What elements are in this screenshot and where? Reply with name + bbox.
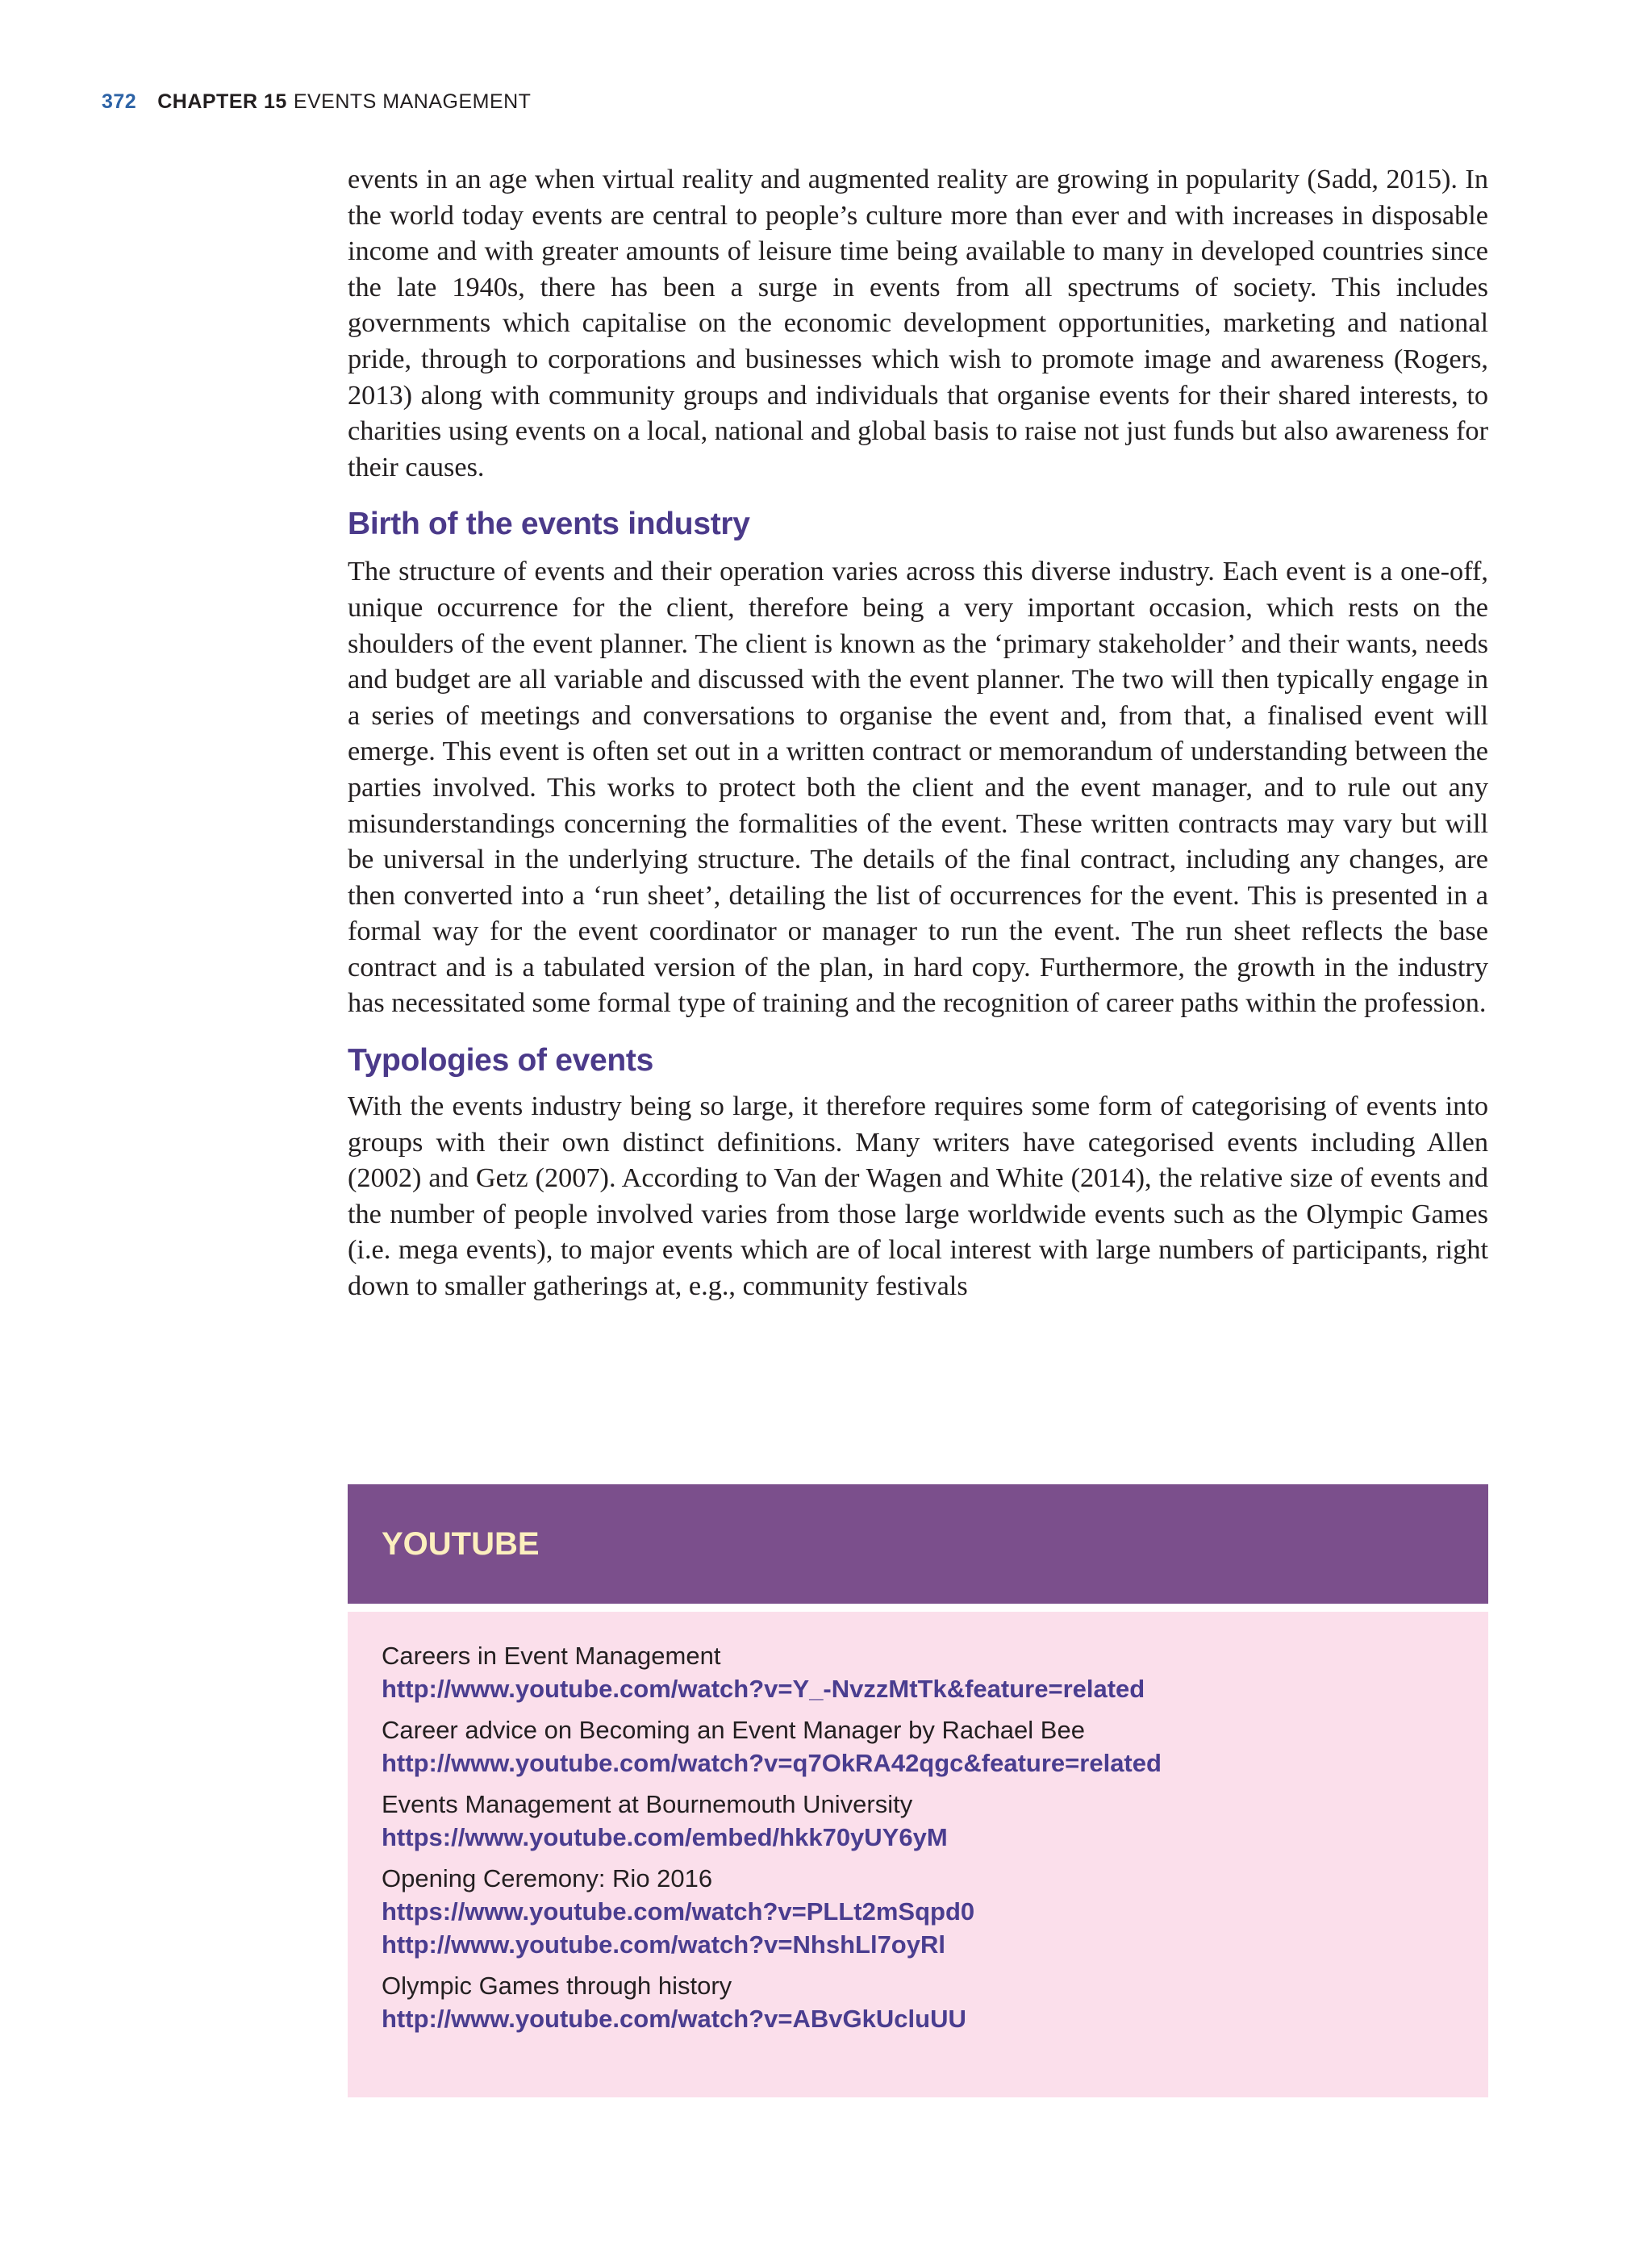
chapter-label: CHAPTER 15: [157, 90, 287, 113]
youtube-link[interactable]: https://www.youtube.com/watch?v=PLLt2mSqpd0: [382, 1897, 975, 1926]
youtube-box-title: YOUTUBE: [382, 1525, 540, 1562]
youtube-link[interactable]: http://www.youtube.com/watch?v=NhshLl7oyRl: [382, 1930, 945, 1959]
youtube-item-title: Olympic Games through history: [382, 1972, 732, 2000]
youtube-box-header: [348, 1484, 1488, 1604]
youtube-item: [382, 1862, 1488, 1961]
youtube-link[interactable]: http://www.youtube.com/watch?v=Y_-NvzzMtTk&feature=related: [382, 1675, 1145, 1703]
youtube-item-title: Careers in Event Management: [382, 1642, 721, 1670]
youtube-item-title: Opening Ceremony: Rio 2016: [382, 1864, 713, 1892]
youtube-item-title: Career advice on Becoming an Event Manager by Rachael Bee: [382, 1716, 1085, 1744]
paragraph-birth-of-events-industry: The structure of events and their operation varies across this diverse industry. Each event is a one-off, unique occurrence for the client, therefore being a very important occasion, which rests on the shoulders of the event planner. The client is known as the ‘primary stakeholder’ and their wants, needs and budget are all variable and discussed with the event planner. The two will then typically engage in a series of meetings and conversations to organise the event and, from that, a finalised event will emerge. This event is often set out in a written contract or memorandum of understanding between the parties involved. This works to protect both the client and the event manager, and to rule out any misunderstandings concerning the formalities of the event. These written contracts may vary but will be universal in the underlying structure. The details of the final contract, including any changes, are then converted into a ‘run sheet’, detailing the list of occurrences for the event. This is presented in a formal way for the event coordinator or manager to run the event. The run sheet reflects the base contract and is a tabulated version of the plan, in hard copy. Furthermore, the growth in the industry has necessitated some formal type of training and the recognition of career paths within the profession.: [348, 556, 1488, 1019]
youtube-item: [382, 1639, 1488, 1705]
page-number: 372: [102, 90, 137, 113]
youtube-link[interactable]: https://www.youtube.com/embed/hkk70yUY6yM: [382, 1823, 948, 1851]
youtube-link[interactable]: http://www.youtube.com/watch?v=ABvGkUcluUU: [382, 2005, 966, 2033]
heading-typologies-of-events: Typologies of events: [348, 1043, 654, 1079]
main-text: [348, 161, 1488, 1304]
youtube-item: [382, 1788, 1488, 1854]
youtube-item-title: Events Management at Bournemouth University: [382, 1790, 913, 1818]
heading-birth-of-events-industry: Birth of the events industry: [348, 507, 750, 542]
youtube-item: [382, 1713, 1488, 1780]
paragraph-typologies-of-events: With the events industry being so large, it therefore requires some form of categorising of events into groups with their own distinct definitions. Many writers have categorised events including Allen (2002) and Getz (2007). According to Van der Wagen and White (2014), the relative size of events and the number of people involved varies from those large worldwide events such as the Olympic Games (i.e. mega events), to major events which are of local interest with large numbers of participants, right down to smaller gatherings at, e.g., community festivals: [348, 1091, 1488, 1302]
chapter-title: EVENTS MANAGEMENT: [293, 90, 532, 113]
youtube-item: [382, 1969, 1488, 2035]
youtube-box: [348, 1484, 1488, 2097]
youtube-box-body: [348, 1612, 1488, 2097]
youtube-link[interactable]: http://www.youtube.com/watch?v=q7OkRA42qgc&feature=related: [382, 1749, 1162, 1777]
running-head: [102, 90, 531, 114]
intro-paragraph: events in an age when virtual reality and augmented reality are growing in popularity (Sadd, 2015). In the world today events are central to people’s culture more than ever and with increases in disposable income and with greater amounts of leisure time being available to many in developed countries since the late 1940s, there has been a surge in events from all spectrums of society. This includes governments which capitalise on the economic development opportunities, marketing and national pride, through to corporations and businesses which wish to promote image and awareness (Rogers, 2013) along with community groups and individuals that organise events for their shared interests, to charities using events on a local, national and global basis to raise not just funds but also awareness for their causes.: [348, 164, 1488, 482]
